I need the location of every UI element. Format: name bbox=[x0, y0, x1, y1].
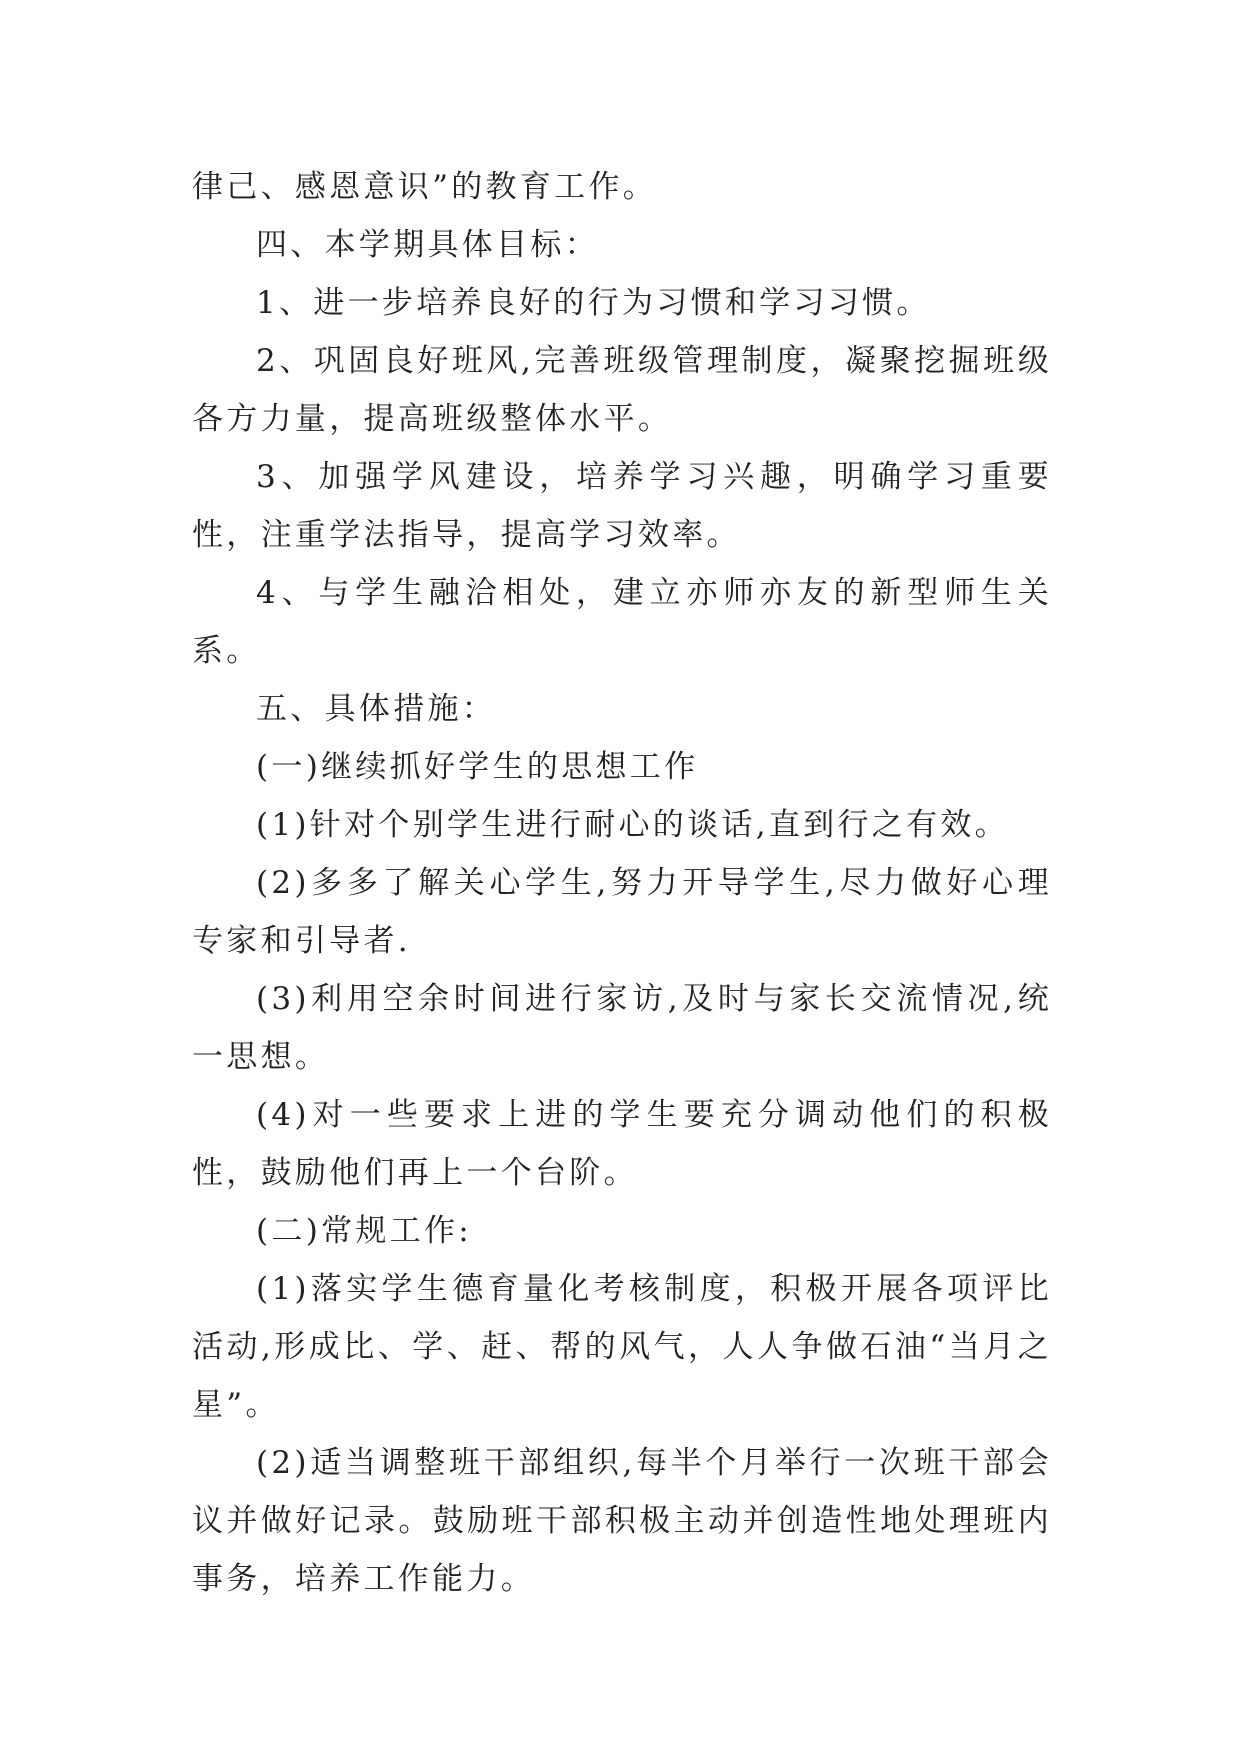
routine-work-item-2: (2)适当调整班干部组织,每半个月举行一次班干部会议并做好记录。鼓励班干部积极主动并创造性地处理班内事务，培养工作能力。 bbox=[192, 1445, 1052, 1597]
subsection-heading-routine-work: (二)常规工作: bbox=[256, 1213, 473, 1249]
thought-work-item-4: (4)对一些要求上进的学生要充分调动他们的积极性，鼓励他们再上一个台阶。 bbox=[192, 1097, 1052, 1191]
paragraph-continuation: 律己、感恩意识”的教育工作。 bbox=[192, 169, 658, 205]
section-heading-goals: 四、本学期具体目标： bbox=[256, 227, 599, 263]
thought-work-item-2: (2)多多了解关心学生,努力开导学生,尽力做好心理专家和引导者. bbox=[192, 865, 1052, 959]
section-heading-measures: 五、具体措施： bbox=[256, 691, 497, 727]
thought-work-item-1: (1)针对个别学生进行耐心的谈话,直到行之有效。 bbox=[256, 807, 1009, 843]
goal-item-4: 4、与学生融洽相处，建立亦师亦友的新型师生关系。 bbox=[192, 575, 1052, 669]
goal-item-1: 1、进一步培养良好的行为习惯和学习习惯。 bbox=[256, 285, 931, 321]
goal-item-3: 3、加强学风建设，培养学习兴趣，明确学习重要性，注重学法指导，提高学习效率。 bbox=[192, 459, 1052, 553]
goal-item-2: 2、巩固良好班风,完善班级管理制度，凝聚挖掘班级各方力量，提高班级整体水平。 bbox=[192, 343, 1052, 437]
thought-work-item-3: (3)利用空余时间进行家访,及时与家长交流情况,统一思想。 bbox=[192, 981, 1052, 1075]
routine-work-item-1: (1)落实学生德育量化考核制度，积极开展各项评比活动,形成比、学、赶、帮的风气，人人争做石油“当月之星”。 bbox=[192, 1271, 1052, 1423]
subsection-heading-thought-work: (一)继续抓好学生的思想工作 bbox=[256, 749, 699, 785]
document-page bbox=[192, 158, 1052, 1608]
